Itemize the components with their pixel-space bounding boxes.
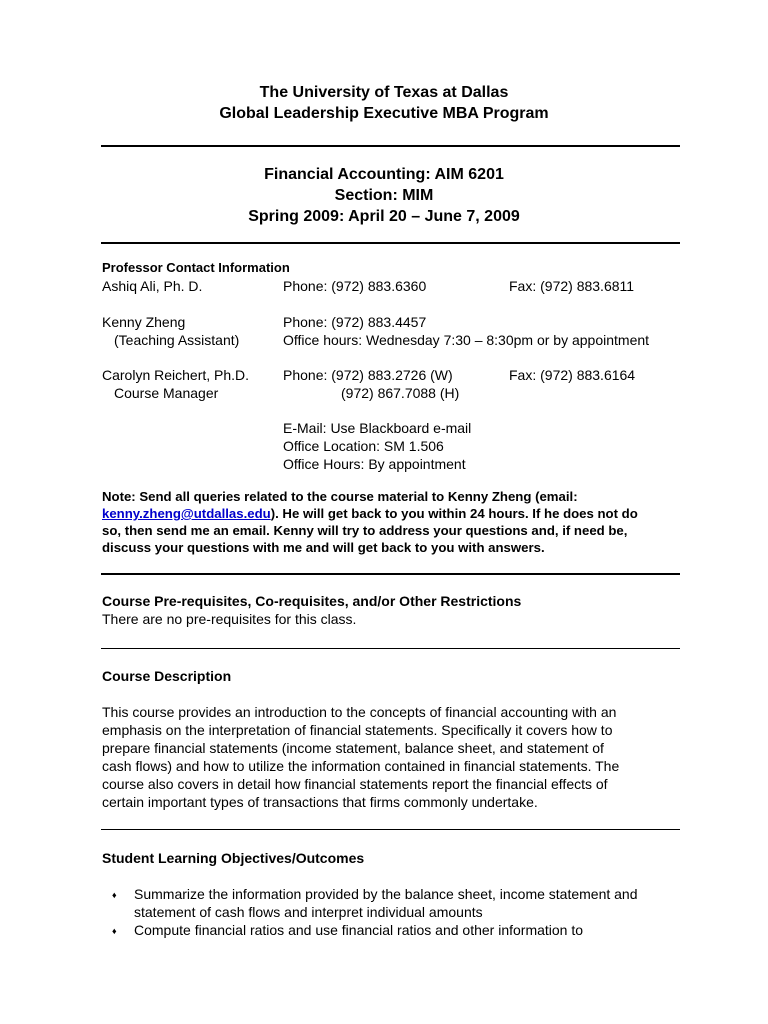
ta-phone: Phone: (972) 883.4457 xyxy=(283,314,427,330)
ta-email-link[interactable]: kenny.zheng@utdallas.edu xyxy=(102,506,271,521)
prof-name: Ashiq Ali, Ph. D. xyxy=(102,278,203,294)
objective-1-line-2: statement of cash flows and interpret individual amounts xyxy=(134,904,483,920)
prereq-heading: Course Pre-requisites, Co-requisites, and/or Other Restrictions xyxy=(102,593,522,609)
prof-fax: Fax: (972) 883.6811 xyxy=(509,278,635,294)
description-line: cash flows) and how to utilize the information contained in financial statements. The xyxy=(102,758,620,774)
note-line-2-text: ). He will get back to you within 24 hours. If he does not do xyxy=(270,506,638,521)
contact-heading: Professor Contact Information xyxy=(102,260,290,275)
divider xyxy=(101,648,680,649)
note-line-2 xyxy=(102,505,638,522)
note-line-3: so, then send me an email. Kenny will try to address your questions and, if need be, xyxy=(102,523,628,538)
office-hours: Office Hours: By appointment xyxy=(283,456,466,472)
university-name: The University of Texas at Dallas xyxy=(259,84,509,101)
description-heading: Course Description xyxy=(102,668,232,684)
course-title: Financial Accounting: AIM 6201 xyxy=(264,166,504,183)
objective-2-line-1: Compute financial ratios and use financial ratios and other information to xyxy=(134,922,584,938)
manager-role: Course Manager xyxy=(114,385,219,401)
ta-role: (Teaching Assistant) xyxy=(114,332,240,348)
objective-1-line-1: Summarize the information provided by the balance sheet, income statement and xyxy=(134,886,638,902)
description-line: certain important types of transactions that firms commonly undertake. xyxy=(102,794,538,810)
manager-phone-work: Phone: (972) 883.2726 (W) xyxy=(283,367,453,383)
divider xyxy=(101,829,680,830)
course-term: Spring 2009: April 20 – June 7, 2009 xyxy=(248,208,520,225)
manager-fax: Fax: (972) 883.6164 xyxy=(509,367,636,383)
objectives-heading: Student Learning Objectives/Outcomes xyxy=(102,850,365,866)
office-location: Office Location: SM 1.506 xyxy=(283,438,444,454)
divider xyxy=(101,242,680,244)
divider xyxy=(101,573,680,575)
prereq-text: There are no pre-requisites for this class. xyxy=(102,611,357,627)
bullet-diamond-icon: ♦ xyxy=(112,926,117,936)
ta-office-hours: Office hours: Wednesday 7:30 – 8:30pm or by appointment xyxy=(283,332,650,348)
prof-phone: Phone: (972) 883.6360 xyxy=(283,278,427,294)
ta-name: Kenny Zheng xyxy=(102,314,186,330)
manager-name: Carolyn Reichert, Ph.D. xyxy=(102,367,250,383)
description-line: emphasis on the interpretation of financial statements. Specifically it covers how to xyxy=(102,722,613,738)
description-line: prepare financial statements (income statement, balance sheet, and statement of xyxy=(102,740,604,756)
program-name: Global Leadership Executive MBA Program xyxy=(219,105,549,122)
bullet-diamond-icon: ♦ xyxy=(112,890,117,900)
description-line: course also covers in detail how financial statements report the financial effects of xyxy=(102,776,608,792)
note-line-1: Note: Send all queries related to the course material to Kenny Zheng (email: xyxy=(102,489,578,504)
email-info: E-Mail: Use Blackboard e-mail xyxy=(283,420,472,436)
manager-phone-home: (972) 867.7088 (H) xyxy=(341,385,460,401)
course-section: Section: MIM xyxy=(334,187,434,204)
description-line: This course provides an introduction to the concepts of financial accounting with an xyxy=(102,704,617,720)
note-line-4: discuss your questions with me and will get back to you with answers. xyxy=(102,540,545,555)
divider xyxy=(101,145,680,147)
